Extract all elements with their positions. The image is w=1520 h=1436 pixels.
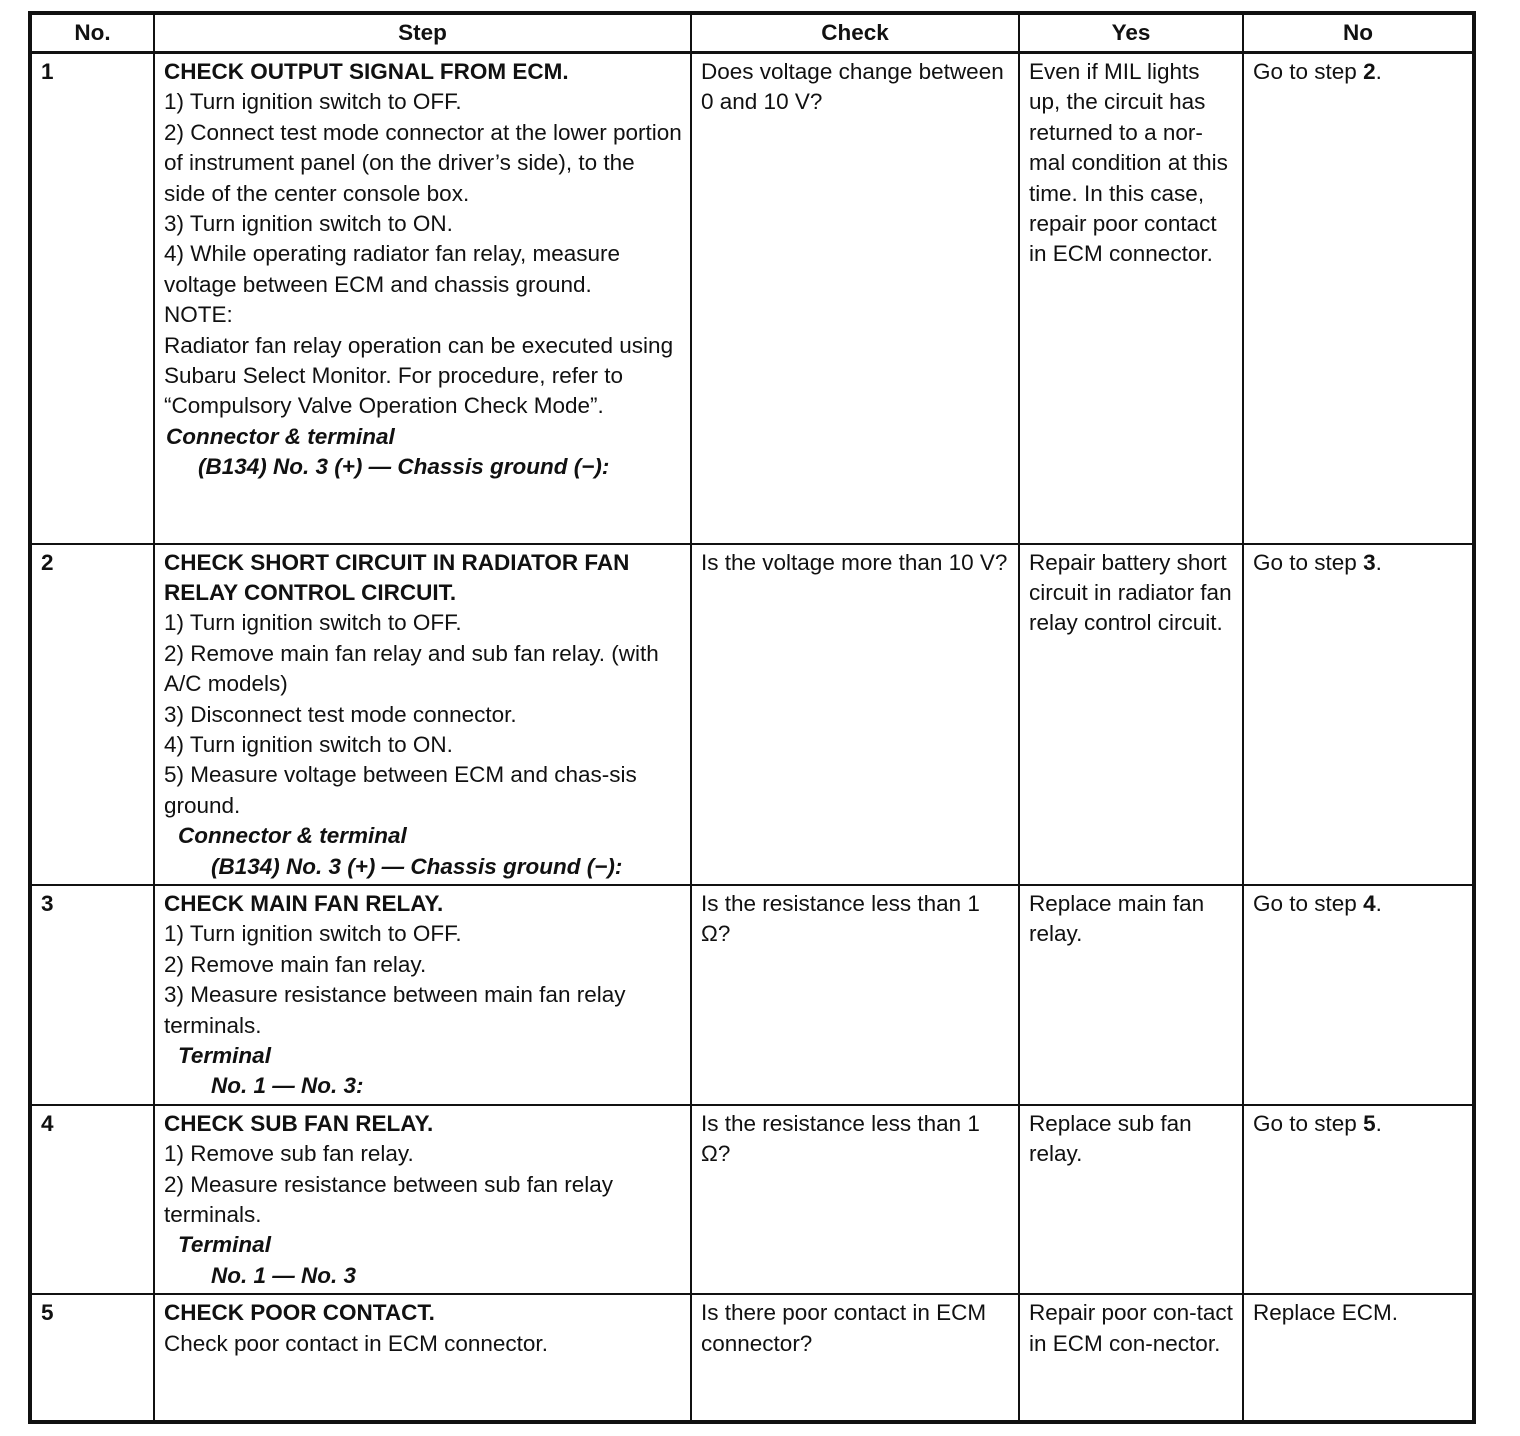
step-title: CHECK OUTPUT SIGNAL FROM ECM. xyxy=(164,59,569,84)
table-row xyxy=(30,1294,1474,1422)
table-row xyxy=(30,53,1474,544)
no-step-ref: 2 xyxy=(1363,59,1376,84)
no-suffix: . xyxy=(1375,890,1382,916)
yes-cell: Repair poor con-tact in ECM con-nector. xyxy=(1019,1294,1243,1422)
step-instruction: 3) Disconnect test mode connector. xyxy=(164,701,517,727)
no-step-ref: 5 xyxy=(1363,1110,1376,1136)
step-cell xyxy=(154,53,691,544)
check-cell: Is the voltage more than 10 V? xyxy=(691,544,1019,885)
step-instruction: 4) Turn ignition switch to ON. xyxy=(164,731,453,757)
step-number: 4 xyxy=(30,1105,154,1294)
no-cell xyxy=(1243,1105,1474,1294)
step-instruction: 1) Turn ignition switch to OFF. xyxy=(164,610,462,636)
no-suffix: . xyxy=(1375,59,1382,84)
no-step-ref: 3 xyxy=(1363,549,1376,575)
step-instruction: 2) Measure resistance between sub fan relay terminals. xyxy=(164,1171,613,1228)
no-cell xyxy=(1243,1294,1474,1422)
table-row xyxy=(30,1105,1474,1294)
yes-cell: Repair battery short circuit in radiator fan relay control circuit. xyxy=(1019,544,1243,885)
no-prefix: Go to step xyxy=(1253,1110,1364,1136)
step-number: 1 xyxy=(30,53,154,544)
header-no: No. xyxy=(30,13,154,53)
no-prefix: Go to step xyxy=(1253,890,1364,916)
no-suffix: . xyxy=(1375,549,1382,575)
step-cell xyxy=(154,544,691,885)
step-title: CHECK POOR CONTACT. xyxy=(164,1300,435,1326)
check-cell: Is the resistance less than 1 Ω? xyxy=(691,1105,1019,1294)
header-no-result: No xyxy=(1243,13,1474,53)
step-cell xyxy=(154,1294,691,1422)
spec-value: (B134) No. 3 (+) — Chassis ground (−): xyxy=(211,853,623,879)
spec-value: No. 1 — No. 3: xyxy=(211,1073,364,1099)
yes-cell: Replace sub fan relay. xyxy=(1019,1105,1243,1294)
no-prefix: Go to step xyxy=(1253,59,1364,84)
step-title: CHECK MAIN FAN RELAY. xyxy=(164,890,444,916)
step-number: 3 xyxy=(30,885,154,1105)
step-cell xyxy=(154,885,691,1105)
no-step-ref: 4 xyxy=(1363,890,1376,916)
header-step: Step xyxy=(154,13,691,53)
check-cell: Does voltage change between 0 and 10 V? xyxy=(691,53,1019,544)
no-cell xyxy=(1243,53,1474,544)
step-instruction: Check poor contact in ECM connector. xyxy=(164,1330,548,1356)
step-number: 2 xyxy=(30,544,154,885)
no-prefix: Replace ECM. xyxy=(1253,1300,1399,1326)
step-instruction: 3) Measure resistance between main fan relay terminals. xyxy=(164,982,626,1038)
spec-label: Terminal xyxy=(178,1232,271,1258)
no-prefix: Go to step xyxy=(1253,549,1364,575)
spec-label: Connector & terminal xyxy=(178,823,407,849)
step-instruction: 1) Turn ignition switch to OFF. xyxy=(164,921,462,947)
yes-cell: Replace main fan relay. xyxy=(1019,885,1243,1105)
no-suffix: . xyxy=(1375,1110,1382,1136)
step-instruction: 1) Remove sub fan relay. xyxy=(164,1141,414,1167)
step-note-text: Radiator fan relay operation can be executed using Subaru Select Monitor. For procedure, refer to “Compulsory Valve Operation Check Mode”. xyxy=(164,332,674,419)
step-instruction: 2) Remove main fan relay and sub fan relay. (with A/C models) xyxy=(164,640,659,697)
header-yes: Yes xyxy=(1019,13,1243,53)
spec-value: (B134) No. 3 (+) — Chassis ground (−): xyxy=(198,454,610,480)
step-note-label: NOTE: xyxy=(164,302,233,328)
table-header-row xyxy=(30,13,1474,53)
step-number: 5 xyxy=(30,1294,154,1422)
no-cell xyxy=(1243,885,1474,1105)
step-instruction: 5) Measure voltage between ECM and chas-sis ground. xyxy=(164,762,637,818)
yes-cell: Even if MIL lights up, the circuit has returned to a nor-mal condition at this time. In this case, repair poor contact in ECM connector. xyxy=(1019,53,1243,544)
diagnostic-table xyxy=(28,11,1476,1424)
step-instruction: 1) Turn ignition switch to OFF. xyxy=(164,89,462,115)
check-cell: Is the resistance less than 1 Ω? xyxy=(691,885,1019,1105)
step-instruction: 3) Turn ignition switch to ON. xyxy=(164,211,453,237)
step-instruction: 2) Remove main fan relay. xyxy=(164,951,427,977)
step-title: CHECK SUB FAN RELAY. xyxy=(164,1110,434,1136)
table-row xyxy=(30,544,1474,885)
spec-value: No. 1 — No. 3 xyxy=(211,1262,357,1288)
header-check: Check xyxy=(691,13,1019,53)
check-cell: Is there poor contact in ECM connector? xyxy=(691,1294,1019,1422)
table-row xyxy=(30,885,1474,1105)
step-instruction: 4) While operating radiator fan relay, measure voltage between ECM and chassis ground. xyxy=(164,241,621,297)
no-cell xyxy=(1243,544,1474,885)
spec-label: Connector & terminal xyxy=(166,423,395,449)
step-title: CHECK SHORT CIRCUIT IN RADIATOR FAN RELAY CONTROL CIRCUIT. xyxy=(164,549,630,605)
spec-label: Terminal xyxy=(178,1043,271,1068)
step-cell xyxy=(154,1105,691,1294)
step-instruction: 2) Connect test mode connector at the lower portion of instrument panel (on the driver’s side), to the side of the center console box. xyxy=(164,119,682,206)
